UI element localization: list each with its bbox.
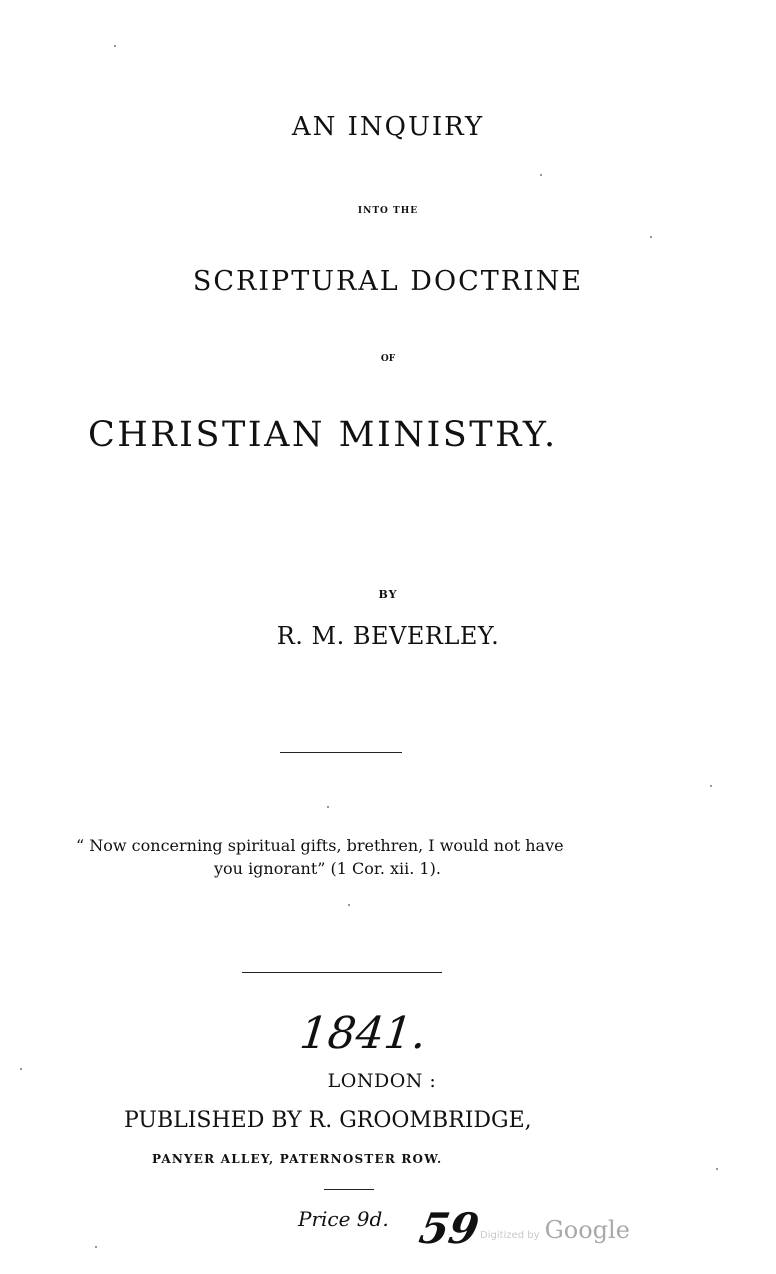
address: PANYER ALLEY, PATERNOSTER ROW. [152, 1152, 443, 1166]
by-label: BY [378, 588, 398, 601]
scan-speck [114, 45, 116, 47]
connector-into-the: INTO THE [357, 206, 419, 216]
scan-speck [327, 806, 329, 808]
watermark-small-text: Digitized by [480, 1230, 540, 1241]
connector-of: OF [380, 354, 396, 364]
author-name: R. M. BEVERLEY. [276, 622, 500, 650]
handwritten-year: 1841. [297, 1008, 429, 1059]
scan-speck [348, 904, 350, 906]
scan-speck [710, 785, 712, 787]
title-line-2: SCRIPTURAL DOCTRINE [192, 266, 584, 297]
city: LONDON : [327, 1070, 437, 1092]
publisher: PUBLISHED BY R. GROOMBRIDGE, [124, 1108, 532, 1133]
watermark-brand-text: Google [544, 1216, 630, 1244]
title-line-3: CHRISTIAN MINISTRY. [88, 415, 558, 455]
scan-speck [650, 236, 652, 238]
epigraph-line-2: you ignorant” (1 Cor. xii. 1). [214, 859, 441, 878]
scan-speck [716, 1168, 718, 1170]
divider-rule-2 [242, 972, 442, 973]
scan-speck [20, 1068, 22, 1070]
google-watermark [480, 1216, 630, 1244]
scan-speck [540, 174, 542, 176]
title-line-1: AN INQUIRY [291, 112, 485, 142]
divider-rule-3 [324, 1189, 374, 1190]
handwritten-number: 59 [415, 1204, 483, 1253]
scan-speck [95, 1246, 97, 1248]
divider-rule-1 [280, 752, 402, 753]
price: Price 9d. [298, 1207, 389, 1231]
epigraph-line-1: “ Now concerning spiritual gifts, brethren, I would not have [76, 836, 564, 855]
